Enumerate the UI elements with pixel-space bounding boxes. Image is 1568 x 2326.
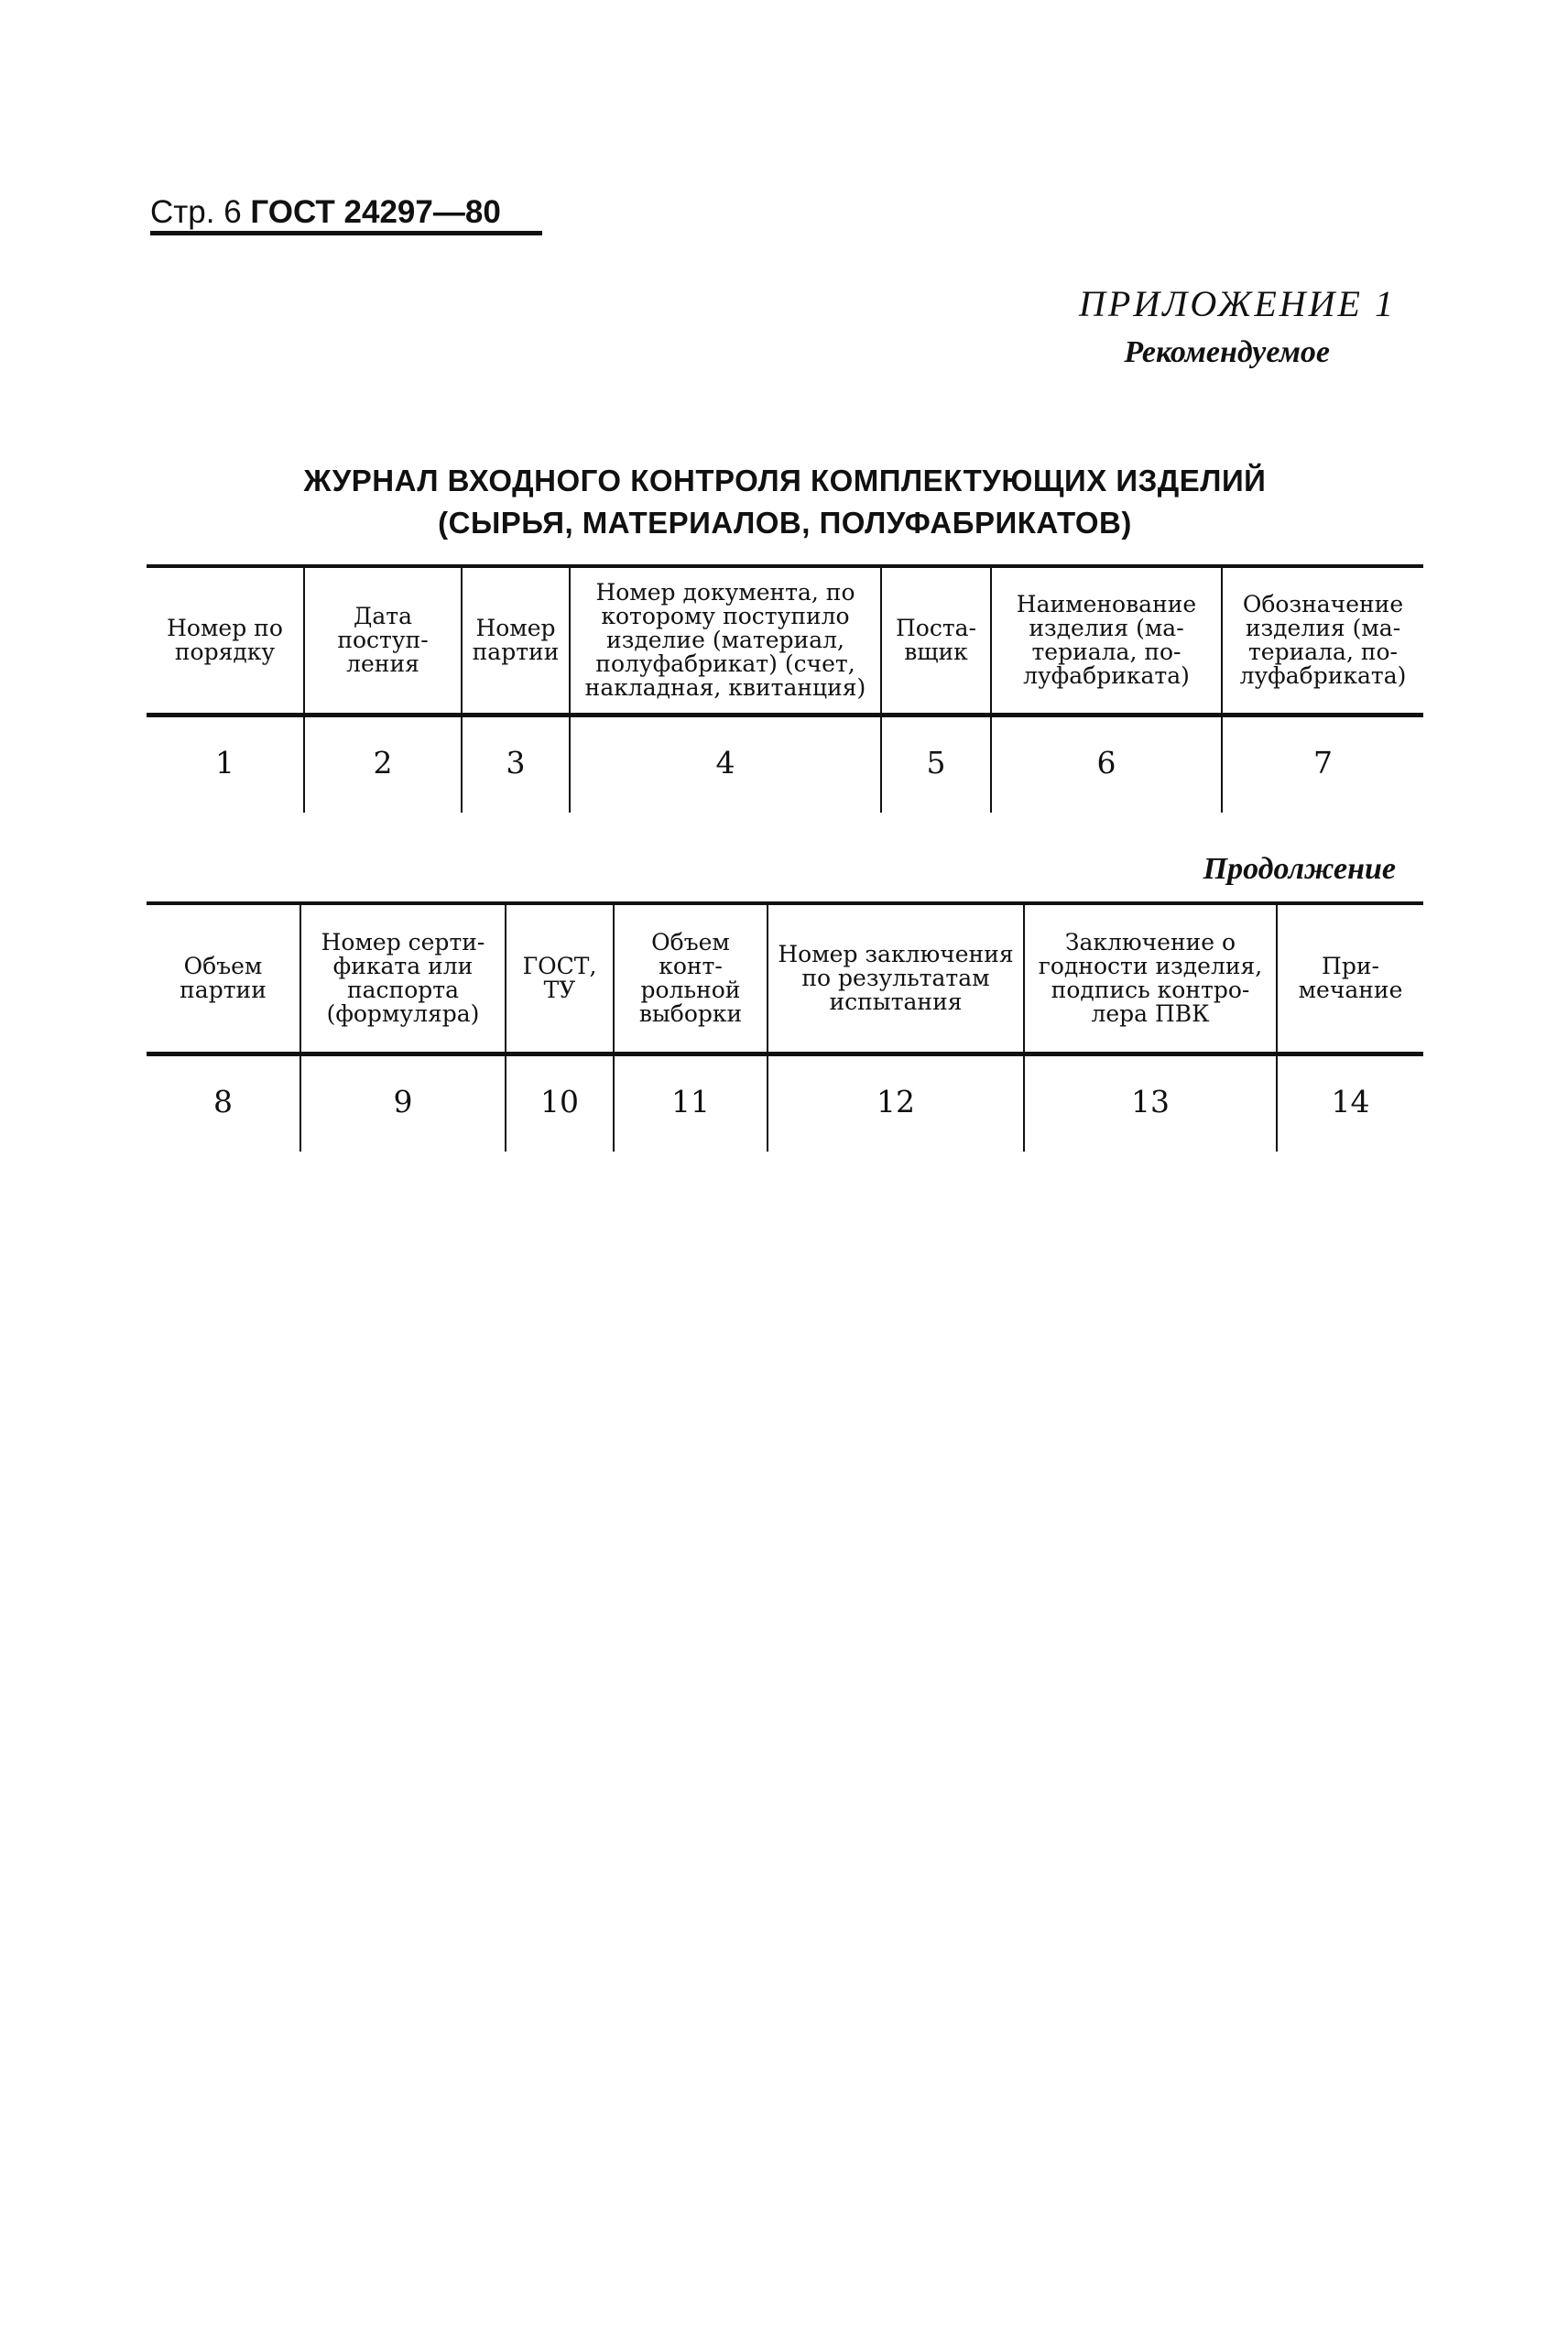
document-title-line-2: (СЫРЬЯ, МАТЕРИАЛОВ, ПОЛУФАБРИКАТОВ) (438, 506, 1132, 540)
column-number: 3 (462, 715, 570, 814)
col-header-batch-volume: Объем партии (147, 903, 300, 1054)
column-number: 2 (304, 715, 462, 814)
column-number: 10 (506, 1054, 614, 1152)
column-number: 14 (1277, 1054, 1423, 1152)
appendix-note: Рекомендуемое (1124, 335, 1330, 369)
header-rule (150, 231, 542, 235)
column-numbers-row (147, 715, 1423, 814)
col-header-batch-number: Номер партии (462, 566, 570, 715)
table-header-row (147, 903, 1423, 1054)
column-number: 1 (215, 745, 234, 781)
table-header-row (147, 566, 1423, 715)
col-header-sample-volume: Объем конт- рольной выборки (614, 903, 768, 1054)
col-header-product-designation: Обозначение изделия (ма- териала, по- луфабриката) (1222, 566, 1423, 715)
column-number: 9 (300, 1054, 506, 1152)
col-header-test-conclusion-number: Номер заключения по результатам испытания (768, 903, 1024, 1054)
document-title (150, 460, 1420, 544)
page-label: Стр. 6 (150, 194, 242, 230)
col-header-certificate-number: Номер серти- фиката или паспорта (формуляра) (300, 903, 506, 1054)
appendix-title: ПРИЛОЖЕНИЕ 1 (1079, 283, 1396, 324)
col-header-suitability-conclusion: Заключение о годности изделия, подпись контро- лера ПВК (1024, 903, 1277, 1054)
col-header-product-name: Наименование изделия (ма- териала, по- луфабриката) (991, 566, 1222, 715)
column-number: 6 (991, 715, 1222, 814)
journal-table-main (147, 564, 1423, 813)
standard-number: ГОСТ 24297—80 (250, 194, 501, 230)
col-header-document-number: Номер документа, по которому поступило изделие (материал, полуфабрикат) (счет, накладная, квитанция) (570, 566, 881, 715)
column-numbers-row (147, 1054, 1423, 1152)
page-header (150, 194, 501, 231)
col-header-remarks: При- мечание (1277, 903, 1423, 1054)
column-number: 12 (768, 1054, 1024, 1152)
col-header-gost-tu: ГОСТ, ТУ (506, 903, 614, 1054)
continuation-label: Продолжение (1203, 852, 1396, 886)
col-header-supplier: Поста- вщик (881, 566, 991, 715)
document-title-line-1: ЖУРНАЛ ВХОДНОГО КОНТРОЛЯ КОМПЛЕКТУЮЩИХ ИЗДЕЛИЙ (303, 464, 1267, 497)
journal-table-continuation (147, 901, 1423, 1152)
column-number: 7 (1222, 715, 1423, 814)
column-number: 4 (570, 715, 881, 814)
col-header-arrival-date: Дата поступ- ления (304, 566, 462, 715)
col-header-order-number: Номер по порядку (147, 566, 304, 715)
column-number: 13 (1024, 1054, 1277, 1152)
column-number: 8 (213, 1084, 233, 1119)
column-number: 5 (881, 715, 991, 814)
column-number: 11 (614, 1054, 768, 1152)
